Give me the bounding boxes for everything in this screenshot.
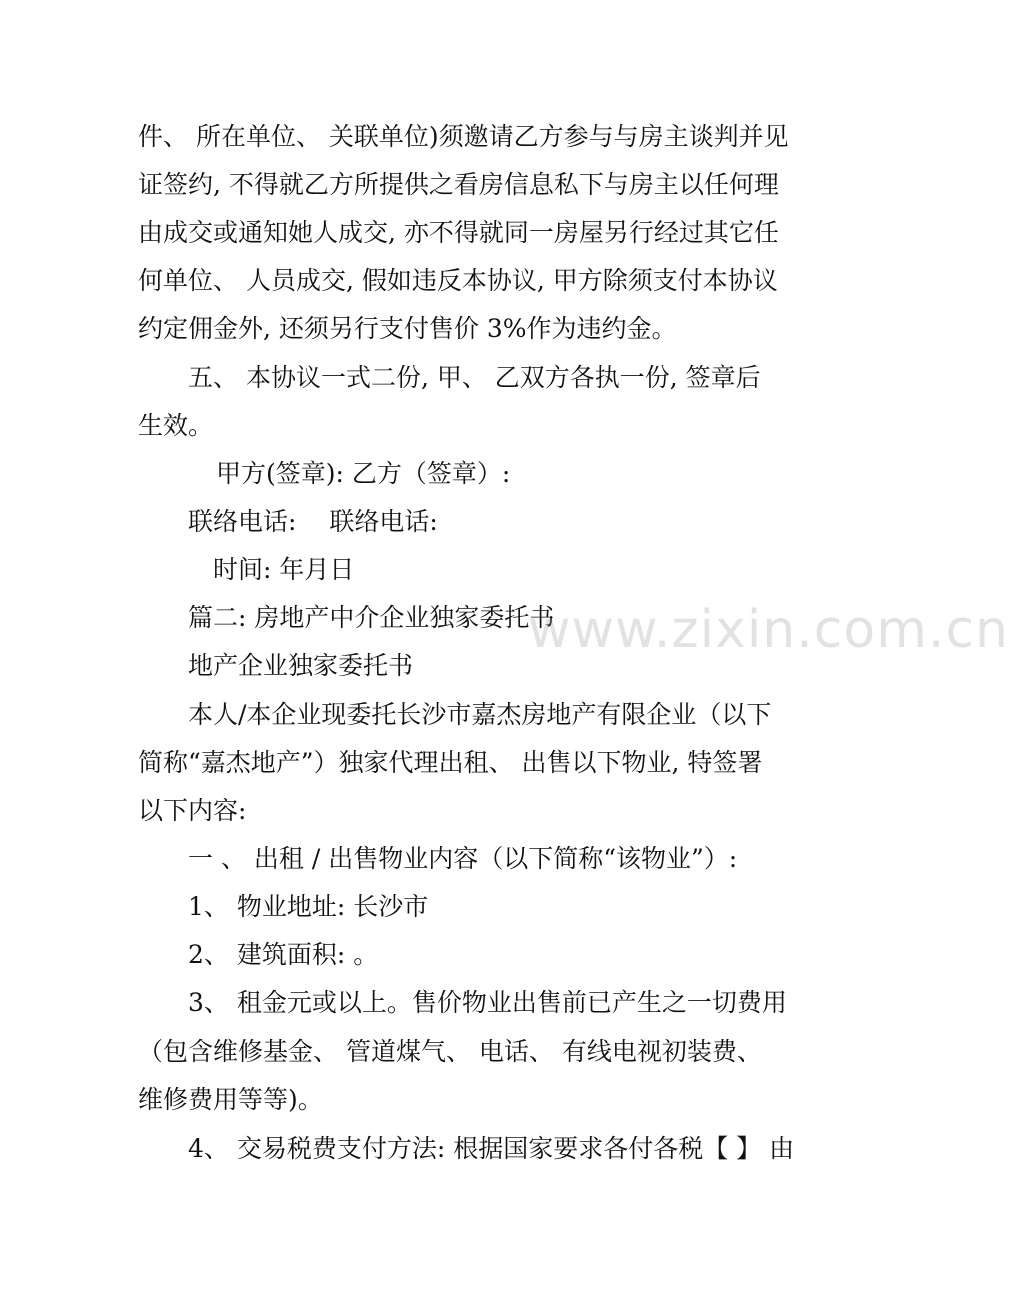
watermark: www.zixin.com.cn xyxy=(528,600,1009,660)
date-line: 时间: 年月日 xyxy=(213,555,355,584)
text-line: 何单位、 人员成交, 假如违反本协议, 甲方除须支付本协议 xyxy=(138,266,778,295)
clause-heading: 一 、 出租 / 出售物业内容（以下简称“该物业”）: xyxy=(188,844,738,873)
text-line: 简称“嘉杰地产”）独家代理出租、 出售以下物业, 特签署 xyxy=(138,748,763,777)
text-line: 约定佣金外, 还须另行支付售价 3%作为违约金。 xyxy=(138,314,677,343)
list-item: 1、 物业地址: 长沙市 xyxy=(188,892,429,921)
list-item: 3、 租金元或以上。售价物业出售前已产生之一切费用 xyxy=(188,988,787,1017)
list-item: 4、 交易税费支付方法: 根据国家要求各付各税【 】 由 xyxy=(188,1134,795,1163)
phone-line: 联络电话: 联络电话: xyxy=(188,507,438,536)
text-line: 件、 所在单位、 关联单位)须邀请乙方参与与房主谈判并见 xyxy=(138,122,789,151)
text-line: 维修费用等等)。 xyxy=(138,1085,323,1114)
text-line: 由成交或通知她人成交, 亦不得就同一房屋另行经过其它任 xyxy=(138,218,779,247)
text-line: 以下内容: xyxy=(138,796,247,825)
section-heading: 篇二: 房地产中介企业独家委托书 xyxy=(188,603,555,632)
text-line: 证签约, 不得就乙方所提供之看房信息私下与房主以任何理 xyxy=(138,170,779,199)
text-line: 本人/本企业现委托长沙市嘉杰房地产有限企业（以下 xyxy=(188,700,772,729)
text-line: 五、 本协议一式二份, 甲、 乙双方各执一份, 签章后 xyxy=(188,363,761,392)
list-item: 2、 建筑面积: 。 xyxy=(188,940,379,969)
signature-line: 甲方(签章): 乙方（签章）: xyxy=(216,459,511,488)
text-line: 生效。 xyxy=(138,411,214,440)
document-title: 地产企业独家委托书 xyxy=(188,651,414,680)
text-line: （包含维修基金、 管道煤气、 电话、 有线电视初装费、 xyxy=(138,1037,762,1066)
